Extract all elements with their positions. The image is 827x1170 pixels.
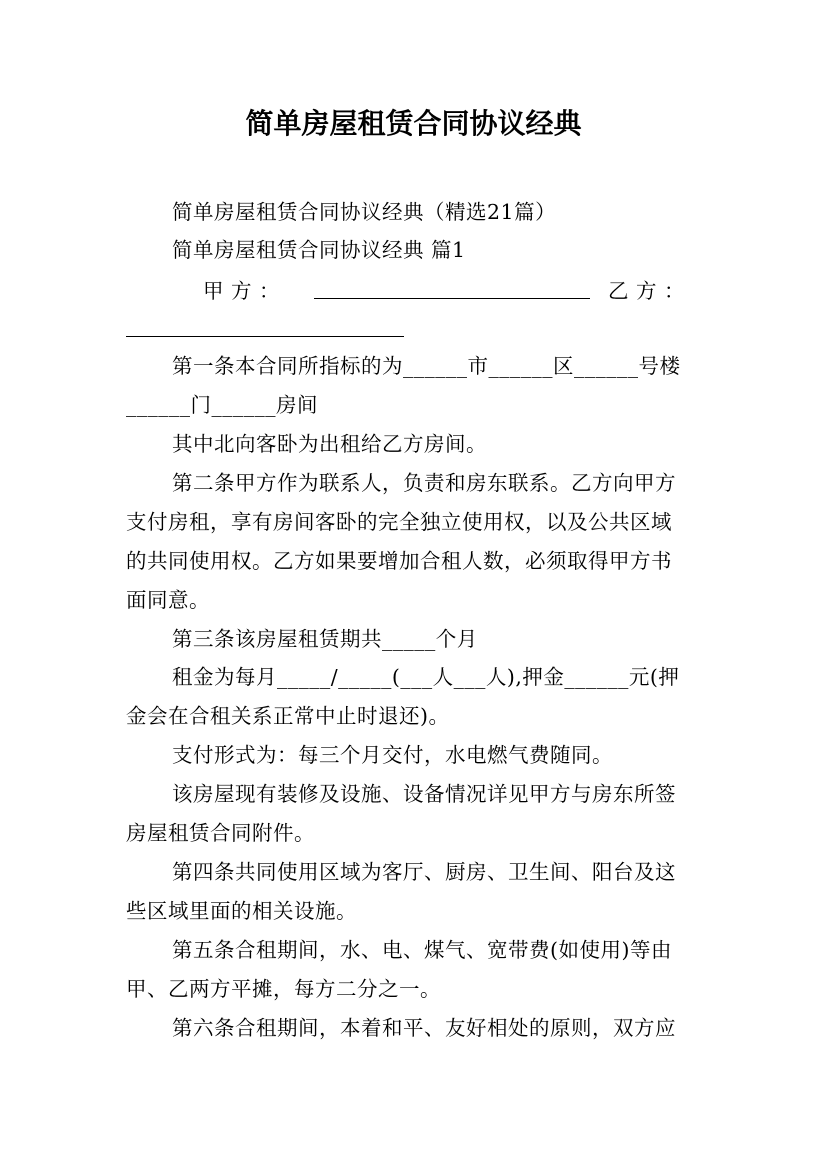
bedroom-clause: 其中北向客卧为出租给乙方房间。: [172, 432, 487, 456]
article-2-line-3: 的共同使用权。乙方如果要增加合租人数，必须取得甲方书: [126, 549, 672, 573]
article-2-line-1: 第二条甲方作为联系人，负责和房东联系。乙方向甲方: [172, 471, 676, 495]
article-1-line-1: 第一条本合同所指标的为______市______区______号楼: [172, 354, 681, 378]
article-5-line-1: 第五条合租期间，水、电、煤气、宽带费(如使用)等由: [172, 938, 672, 962]
decoration-line-1: 该房屋现有装修及设施、设备情况详见甲方与房东所签: [172, 782, 676, 806]
article-4-line-1: 第四条共同使用区域为客厅、厨房、卫生间、阳台及这: [172, 860, 676, 884]
article-6-line-1: 第六条合租期间，本着和平、友好相处的原则，双方应: [172, 1016, 676, 1040]
article-3: 第三条该房屋租赁期共_____个月: [172, 627, 478, 651]
party-b-label: 乙 方 ：: [608, 279, 686, 303]
article-2-line-4: 面同意。: [126, 588, 210, 612]
article-4-line-2: 些区域里面的相关设施。: [126, 899, 357, 923]
party-b-blank: [126, 314, 404, 337]
party-a-blank: [314, 276, 590, 299]
document-title: 简单房屋租赁合同协议经典: [245, 107, 582, 140]
party-a-label: 甲 方 ：: [203, 279, 281, 303]
decoration-line-2: 房屋租赁合同附件。: [126, 821, 315, 845]
rent-line-1: 租金为每月_____/_____(___人___人),押金______元(押: [172, 665, 680, 689]
subtitle: 简单房屋租赁合同协议经典（精选21篇）: [172, 200, 557, 224]
article-2-line-2: 支付房租，享有房间客卧的完全独立使用权，以及公共区域: [126, 510, 672, 534]
party-b-line: [126, 314, 702, 345]
rent-line-2: 金会在合租关系正常中止时退还)。: [126, 704, 450, 728]
payment-clause: 支付形式为：每三个月交付，水电燃气费随同。: [172, 743, 613, 767]
article-1-line-2: ______门______房间: [126, 393, 318, 417]
article-5-line-2: 甲、乙两方平摊，每方二分之一。: [126, 977, 441, 1001]
section-heading: 简单房屋租赁合同协议经典 篇1: [172, 238, 466, 262]
